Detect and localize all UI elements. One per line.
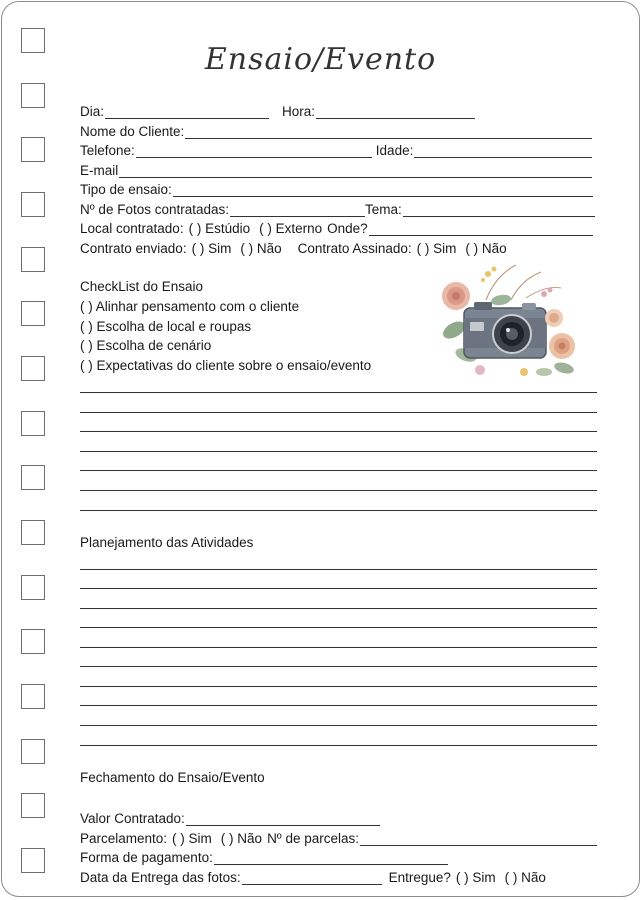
writing-line[interactable] [80, 608, 597, 609]
idade-field[interactable] [414, 145, 592, 158]
row-fotos-tema [80, 200, 595, 217]
camera-floral-icon [426, 260, 582, 386]
num-fotos-field[interactable] [230, 204, 365, 217]
tipo-ensaio-label: Tipo de ensaio: [80, 182, 172, 197]
valor-label: Valor Contratado: [80, 811, 185, 826]
planner-page [1, 1, 640, 897]
writing-line[interactable] [80, 666, 597, 667]
onde-label: Onde? [327, 221, 368, 236]
num-fotos-label: Nº de Fotos contratadas: [80, 202, 230, 217]
local-estudio-option[interactable]: ( ) Estúdio [188, 221, 251, 236]
row-tipo-ensaio [80, 180, 593, 197]
entregue-sim-option[interactable]: ( ) Sim [455, 870, 496, 885]
writing-line[interactable] [80, 451, 597, 452]
binder-checkbox[interactable] [21, 83, 45, 108]
writing-line[interactable] [80, 510, 597, 511]
binder-checkbox[interactable] [21, 247, 45, 272]
binder-checkbox[interactable] [21, 465, 45, 490]
row-parcelamento [80, 829, 597, 846]
binder-checkbox[interactable] [21, 793, 45, 818]
num-parcelas-label: Nº de parcelas: [267, 831, 360, 846]
parcelamento-nao-option[interactable]: ( ) Não [220, 831, 263, 846]
checklist-title: CheckList do Ensaio [80, 279, 204, 294]
parcelamento-sim-option[interactable]: ( ) Sim [172, 831, 212, 846]
planejamento-title: Planejamento das Atividades [80, 535, 254, 550]
row-email [80, 161, 592, 178]
writing-line[interactable] [80, 470, 597, 471]
writing-line[interactable] [80, 569, 597, 570]
data-entrega-field[interactable] [242, 872, 382, 885]
valor-field[interactable] [186, 813, 380, 826]
forma-pagamento-field[interactable] [214, 852, 448, 865]
contrato-enviado-label: Contrato enviado: [80, 241, 187, 256]
local-externo-option[interactable]: ( ) Externo [259, 221, 323, 236]
binder-checkbox[interactable] [21, 301, 45, 326]
hora-label: Hora: [282, 104, 316, 119]
row-contrato [80, 239, 597, 256]
telefone-field[interactable] [136, 145, 372, 158]
num-parcelas-field[interactable] [360, 833, 597, 846]
binder-checkbox[interactable] [21, 848, 45, 873]
writing-line[interactable] [80, 647, 597, 648]
row-valor [80, 809, 380, 826]
page-title: Ensaio/Evento [204, 42, 437, 77]
nome-cliente-field[interactable] [185, 126, 592, 139]
binder-checkbox[interactable] [21, 520, 45, 545]
writing-line[interactable] [80, 705, 597, 706]
checklist-item[interactable]: ( ) Alinhar pensamento com o cliente [80, 299, 300, 314]
contrato-assinado-label: Contrato Assinado: [297, 241, 412, 256]
writing-line[interactable] [80, 627, 597, 628]
row-nome-cliente [80, 122, 592, 139]
row-data-entrega [80, 868, 597, 885]
writing-line[interactable] [80, 686, 597, 687]
row-local [80, 219, 593, 236]
binder-checkbox[interactable] [21, 629, 45, 654]
row-forma-pagamento [80, 848, 448, 865]
dia-label: Dia: [80, 104, 105, 119]
writing-line[interactable] [80, 392, 597, 393]
row-telefone-idade [80, 141, 592, 158]
writing-line[interactable] [80, 431, 597, 432]
binder-checkbox[interactable] [21, 356, 45, 381]
idade-label: Idade: [375, 143, 414, 158]
parcelamento-label: Parcelamento: [80, 831, 168, 846]
entregue-label: Entregue? [388, 870, 451, 885]
writing-line[interactable] [80, 745, 597, 746]
binder-checkbox[interactable] [21, 411, 45, 436]
email-field[interactable] [119, 165, 592, 178]
tema-field[interactable] [403, 204, 595, 217]
checklist-item[interactable]: ( ) Expectativas do cliente sobre o ensaio/evento [80, 358, 372, 373]
fechamento-title: Fechamento do Ensaio/Evento [80, 770, 265, 785]
telefone-label: Telefone: [80, 143, 135, 158]
binder-checkbox[interactable] [21, 575, 45, 600]
writing-line[interactable] [80, 490, 597, 491]
binder-checkbox[interactable] [21, 739, 45, 764]
entregue-nao-option[interactable]: ( ) Não [504, 870, 546, 885]
onde-field[interactable] [369, 223, 593, 236]
binder-checkbox[interactable] [21, 684, 45, 709]
checklist-item[interactable]: ( ) Escolha de local e roupas [80, 319, 252, 334]
dia-field[interactable] [105, 106, 269, 119]
writing-line[interactable] [80, 725, 597, 726]
contrato-enviado-nao-option[interactable]: ( ) Não [240, 241, 282, 256]
checklist-item[interactable]: ( ) Escolha de cenário [80, 338, 212, 353]
binder-checkbox[interactable] [21, 192, 45, 217]
tipo-ensaio-field[interactable] [173, 184, 593, 197]
contrato-enviado-sim-option[interactable]: ( ) Sim [191, 241, 232, 256]
hora-field[interactable] [316, 106, 475, 119]
binder-checkbox[interactable] [21, 137, 45, 162]
local-label: Local contratado: [80, 221, 184, 236]
forma-pagamento-label: Forma de pagamento: [80, 850, 213, 865]
email-label: E-mail [80, 163, 119, 178]
writing-line[interactable] [80, 588, 597, 589]
data-entrega-label: Data da Entrega das fotos: [80, 870, 241, 885]
nome-cliente-label: Nome do Cliente: [80, 124, 185, 139]
contrato-assinado-nao-option[interactable]: ( ) Não [465, 241, 507, 256]
contrato-assinado-sim-option[interactable]: ( ) Sim [416, 241, 457, 256]
tema-label: Tema: [365, 202, 402, 217]
row-dia-hora [80, 102, 475, 119]
writing-line[interactable] [80, 412, 597, 413]
